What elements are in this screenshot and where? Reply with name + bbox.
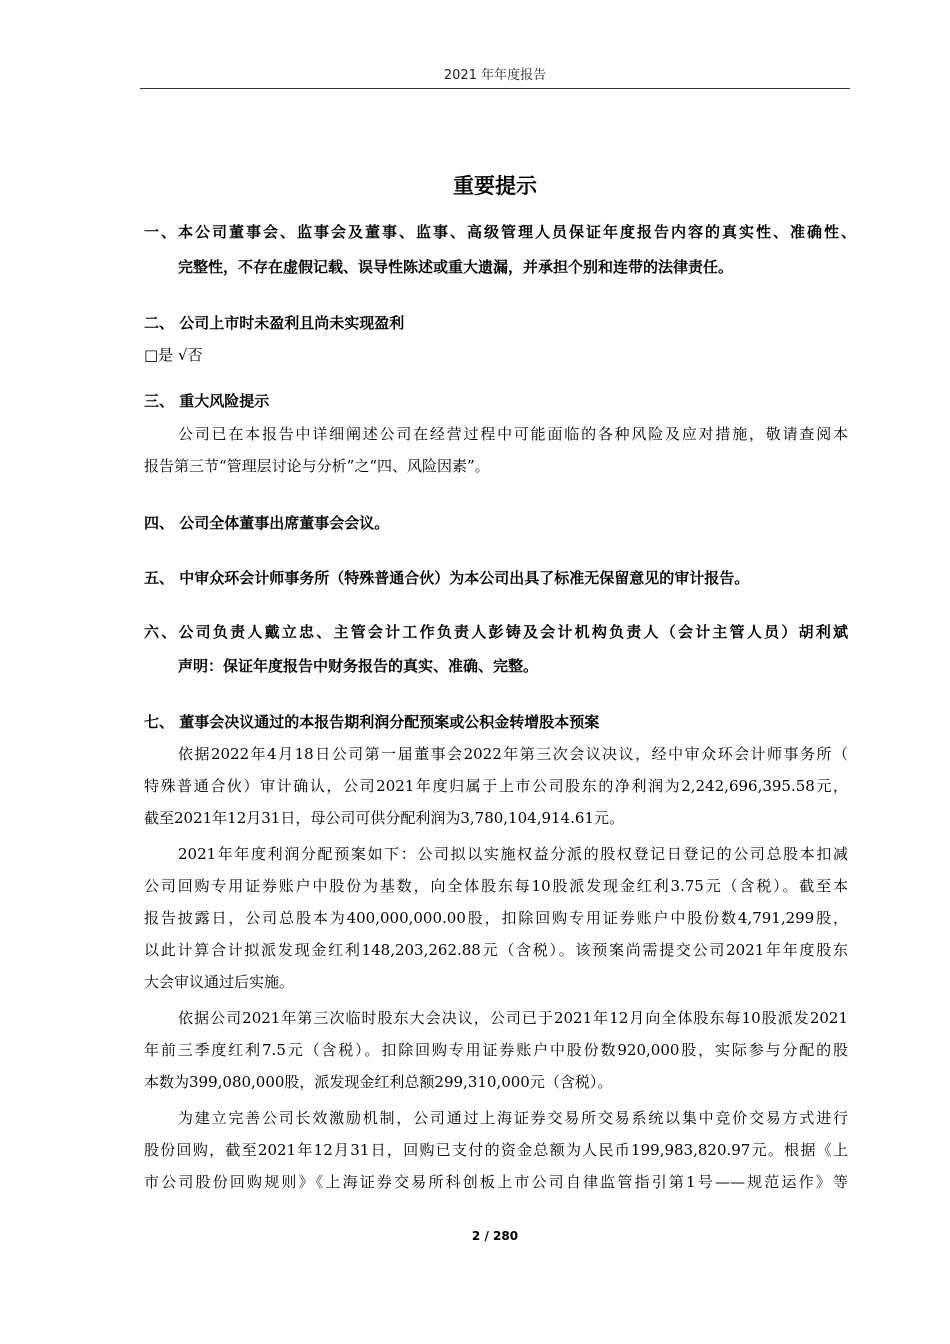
report-header-title: 2021 年年度报告 [443, 68, 547, 83]
section-7-p3-line-2: 年前三季度红利7.5元（含税）。扣除回购专用证券账户中股份数920,000股，实际参与分配的股 [144, 1041, 848, 1059]
section-7-p2-line-4: 以此计算合计拟派发现金红利148,203,262.88元（含税）。该预案尚需提交公司2021年年度股东 [144, 941, 848, 959]
section-1-line-2: 完整性，不存在虚假记载、误导性陈述或重大遗漏，并承担个别和连带的法律责任。 [178, 258, 734, 276]
section-7-p4-line-1: 为建立完善公司长效激励机制，公司通过上海证券交易所交易系统以集中竞价交易方式进行 [178, 1109, 848, 1127]
section-3-line-2: 报告第三节“管理层讨论与分析”之“四、风险因素”。 [144, 457, 490, 475]
section-2-heading: 二、 公司上市时未盈利且尚未实现盈利 [144, 314, 405, 332]
section-7-p1-line-3: 截至2021年12月31日，母公司可供分配利润为3,780,104,914.61元。 [144, 809, 624, 827]
section-2-options: □是 √否 [144, 346, 203, 364]
section-7-p4-line-2: 股份回购，截至2021年12月31日，回购已支付的资金总额为人民币199,983,820.97元。根据《上 [144, 1141, 848, 1159]
section-7-p2-line-3: 报告披露日，公司总股本为400,000,000.00股，扣除回购专用证券账户中股份数4,791,299股， [144, 909, 848, 927]
section-7-p1-line-2: 特殊普通合伙）审计确认，公司2021年度归属于上市公司股东的净利润为2,242,696,395.58元， [144, 777, 848, 795]
section-7-p3-line-3: 本数为399,080,000股，派发现金红利总额299,310,000元（含税）。 [144, 1073, 613, 1091]
section-6-line-2: 声明：保证年度报告中财务报告的真实、准确、完整。 [178, 657, 539, 675]
section-4-heading: 四、 公司全体董事出席董事会会议。 [144, 514, 390, 532]
section-5-heading: 五、 中审众环会计师事务所（特殊普通合伙）为本公司出具了标准无保留意见的审计报告。 [144, 569, 750, 587]
section-7-p2-line-5: 大会审议通过后实施。 [144, 973, 295, 991]
section-1-line-1: 一、本公司董事会、监事会及董事、监事、高级管理人员保证年度报告内容的真实性、准确性、 [144, 223, 856, 241]
header-divider [140, 88, 850, 89]
section-7-p2-line-1: 2021年年度利润分配预案如下：公司拟以实施权益分派的股权登记日登记的公司总股本扣减 [178, 845, 848, 863]
section-6-line-1: 六、公司负责人戴立忠、主管会计工作负责人彭铸及会计机构负责人（会计主管人员）胡利斌 [144, 623, 848, 641]
section-7-p4-line-3: 市公司股份回购规则》《上海证券交易所科创板上市公司自律监管指引第1号——规范运作》等 [144, 1173, 848, 1191]
page-title: 重要提示 [453, 174, 537, 198]
section-3-heading: 三、 重大风险提示 [144, 392, 270, 410]
section-7-p3-line-1: 依据公司2021年第三次临时股东大会决议，公司已于2021年12月向全体股东每10股派发2021 [178, 1009, 848, 1027]
page-number: 2 / 280 [471, 1229, 519, 1243]
section-7-p2-line-2: 公司回购专用证券账户中股份为基数，向全体股东每10股派发现金红利3.75元（含税）。截至本 [144, 877, 848, 895]
section-7-heading: 七、 董事会决议通过的本报告期利润分配预案或公积金转增股本预案 [144, 713, 600, 731]
section-3-line-1: 公司已在本报告中详细阐述公司在经营过程中可能面临的各种风险及应对措施，敬请查阅本 [178, 425, 848, 443]
section-7-p1-line-1: 依据2022年4月18日公司第一届董事会2022年第三次会议决议，经中审众环会计师事务所（ [178, 745, 848, 763]
